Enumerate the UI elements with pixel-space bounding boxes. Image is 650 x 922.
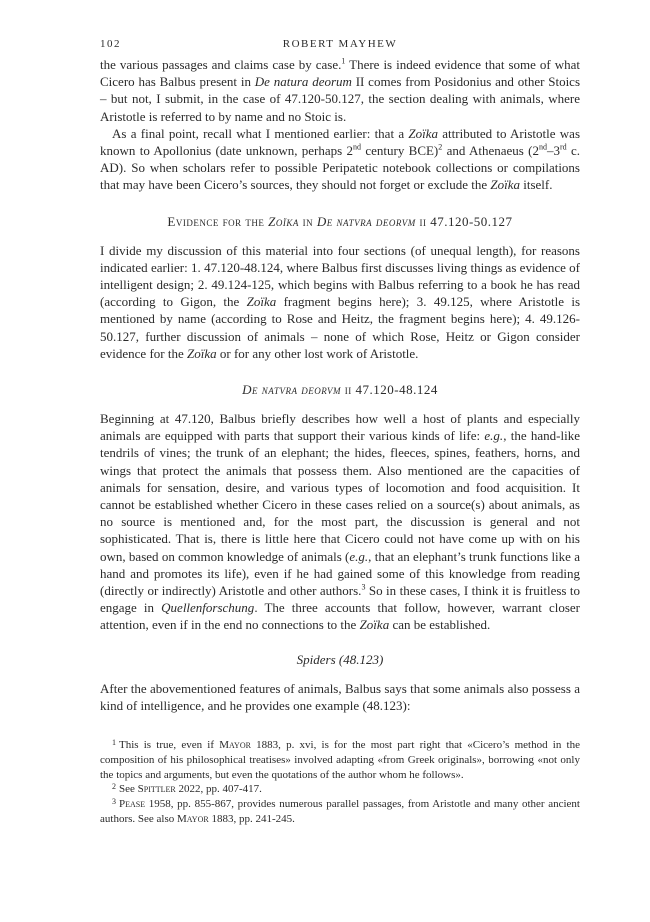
page-number: 102 xyxy=(100,38,121,50)
footnote-1: $^1$ This is true, even if Mayor 1883, p. xvi, is for the most part right that «Cicero’s method in the composition of his philosophical treatises» involved adapting «from Greek originals», borrowing «not only the topics and arguments, but even the quotations of the author whom he follows». xyxy=(100,738,580,781)
footnote-ref-1: 1 xyxy=(341,56,346,66)
subsection-heading-spiders: Spiders (48.123) xyxy=(296,651,384,667)
author-running-head: ROBERT MAYHEW xyxy=(282,38,398,50)
footnotes xyxy=(100,738,580,826)
paragraph-4: Beginning at 47.120, Balbus briefly describes how well a host of plants and especially animals are equipped with parts that support their various kinds of life: e.g., the hand-like tendrils of vines; the trunk of an elephant; the hides, fleeces, spines, feathers, horns, and wings that protect the animals that possess them. Also mentioned are the capacities of animals for sensation, desire, and various types of locomotion and food acquisition. It cannot be established whether Cicero in these cases relied on a source(s) about animals, as no source is mentioned and, for the most part, the discussion is general and not sophisticated. That is, there is little here that Cicero could not have come up with on his own, based on common knowledge of animals (e.g., that an elephant’s trunk functions like a hand and promotes its life), even if he had gained some of this knowledge from reading (directly or indirectly) Aristotle and other authors.$^3$ So in these cases, I think it is fruitless to engage in Quellenforschung. The three accounts that follow, however, warrant closer attention, even if in the end no connections to the Zoïka can be established. xyxy=(100,411,581,633)
footnote-ref-3: 3 xyxy=(361,582,366,592)
footnote-ref-2: 2 xyxy=(438,142,443,152)
paragraph-1: the various passages and claims case by case.$^1$ There is indeed evidence that some of what Cicero has Balbus present in De natura deorum II comes from Posidonius and other Stoics – but not, I submit, in the case of 47.120-50.127, the section dealing with animals, where Aristotle is referred to by name and no Stoic is. xyxy=(100,56,581,124)
paragraph-5: After the abovementioned features of animals, Balbus says that some animals also possess a kind of intelligence, and he provides one example (48.123): xyxy=(100,680,580,713)
footnote-3: $^3$ Pease 1958, pp. 855-867, provides numerous parallel passages, from Aristotle and many other ancient authors. See also Mayor 1883, pp. 241-245. xyxy=(100,796,580,826)
paragraph-3: I divide my discussion of this material into four sections (of unequal length), for reasons indicated earlier: 1. 47.120-48.124, where Balbus first discusses living things as evidence of intelligent design; 2. 49.124-125, which begins with Balbus referring to a book he has read (according to Gigon, the Zoïka fragment begins here); 3. 49.125, where Aristotle is mentioned by name (according to Rose and Heitz, the fragment begins here); 4. 49.126-50.127, further discussion of animals – none of which Rose, Heitz or Gigon consider evidence for the Zoïka or for any other lost work of Aristotle. xyxy=(100,242,580,361)
running-head xyxy=(100,38,580,56)
footnote-2: $^2$ See Spittler 2022, pp. 407-417. xyxy=(112,781,262,795)
paragraph-2: As a final point, recall what I mentioned earlier: that a Zoïka attributed to Aristotle was known to Apollonius (date unknown, perhaps 2nd century BCE)$^2$ and Athenaeus (2nd–3rd c. AD). So when scholars refer to possible Peripatetic notebook collections or compilations that may have been Cicero’s sources, they should not forget or exclude the Zoïka itself. xyxy=(100,125,580,193)
section-heading-evidence: Evidence for the Zoïka in De natvra deorvm ii 47.120-50.127 xyxy=(167,213,513,229)
section-heading-de-natura: De natvra deorvm ii 47.120-48.124 xyxy=(242,382,438,398)
page xyxy=(100,38,580,826)
